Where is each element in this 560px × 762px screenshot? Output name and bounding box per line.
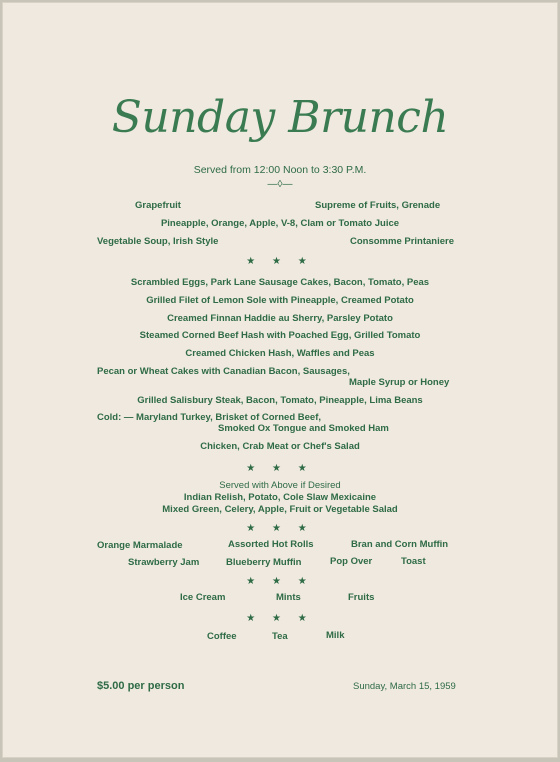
sides-note: Served with Above if Desired	[219, 480, 341, 491]
item-pop-over: Pop Over	[330, 556, 373, 567]
item-orange-marmalade: Orange Marmalade	[97, 540, 183, 551]
main-item-continued: Smoked Ox Tongue and Smoked Ham	[218, 423, 389, 434]
item-juices: Pineapple, Orange, Apple, V-8, Clam or Tomato Juice	[160, 218, 400, 229]
item-milk: Milk	[326, 630, 345, 641]
item-vegetable-soup: Vegetable Soup, Irish Style	[97, 236, 219, 247]
main-item: Creamed Finnan Haddie au Sherry, Parsley Potato	[167, 313, 393, 324]
main-item: Cold: — Maryland Turkey, Brisket of Corned Beef,	[97, 412, 321, 423]
item-blueberry-muffin: Blueberry Muffin	[226, 557, 302, 568]
item-bran-muffin: Bran and Corn Muffin	[351, 539, 449, 550]
star-separator: ★ ★ ★	[246, 256, 314, 267]
star-separator: ★ ★ ★	[246, 463, 314, 474]
item-ice-cream: Ice Cream	[180, 592, 226, 603]
star-separator: ★ ★ ★	[246, 576, 314, 587]
menu-page	[2, 2, 558, 758]
ornament-divider: —◊—	[267, 179, 293, 190]
price: $5.00 per person	[97, 680, 185, 692]
star-separator: ★ ★ ★	[246, 523, 314, 534]
serving-hours: Served from 12:00 Noon to 3:30 P.M.	[193, 164, 367, 176]
item-fruits: Fruits	[348, 592, 375, 603]
item-hot-rolls: Assorted Hot Rolls	[228, 539, 314, 550]
item-toast: Toast	[401, 556, 426, 567]
item-supreme-of-fruits: Supreme of Fruits, Grenade	[315, 200, 441, 211]
item-mints: Mints	[276, 592, 301, 603]
menu-title: Sunday Brunch	[111, 92, 449, 143]
main-item: Scrambled Eggs, Park Lane Sausage Cakes, Bacon, Tomato, Peas	[130, 277, 430, 288]
main-item-continued: Maple Syrup or Honey	[349, 377, 450, 388]
main-item: Creamed Chicken Hash, Waffles and Peas	[185, 348, 375, 359]
item-consomme: Consomme Printaniere	[350, 236, 454, 247]
main-item: Chicken, Crab Meat or Chef's Salad	[200, 441, 360, 452]
item-tea: Tea	[272, 631, 288, 642]
item-grapefruit: Grapefruit	[135, 200, 181, 211]
item-relish: Indian Relish, Potato, Cole Slaw Mexicaine	[183, 492, 377, 503]
item-coffee: Coffee	[207, 631, 237, 642]
main-item: Grilled Salisbury Steak, Bacon, Tomato, Pineapple, Lima Beans	[137, 395, 423, 406]
main-item: Steamed Corned Beef Hash with Poached Egg, Grilled Tomato	[139, 330, 421, 341]
star-separator: ★ ★ ★	[246, 613, 314, 624]
item-salads: Mixed Green, Celery, Apple, Fruit or Vegetable Salad	[162, 504, 398, 515]
main-item: Grilled Filet of Lemon Sole with Pineapple, Creamed Potato	[146, 295, 414, 306]
main-item: Pecan or Wheat Cakes with Canadian Bacon, Sausages,	[97, 366, 350, 377]
item-strawberry-jam: Strawberry Jam	[128, 557, 200, 568]
menu-date: Sunday, March 15, 1959	[353, 681, 456, 692]
